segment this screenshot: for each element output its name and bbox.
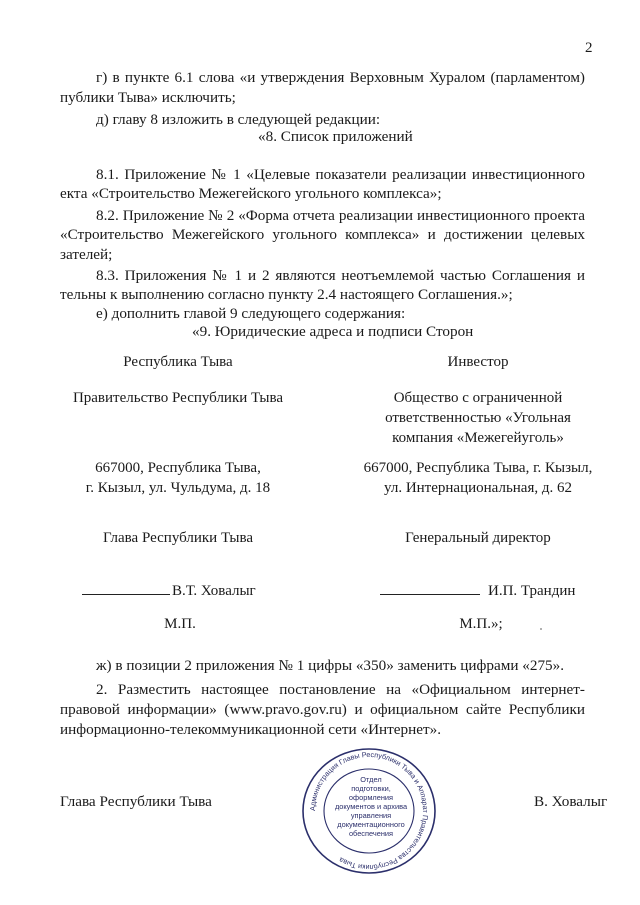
stamp-center-3: оформления xyxy=(348,793,394,802)
right-party-position: Генеральный директор xyxy=(405,530,551,546)
right-signature-underline xyxy=(380,580,480,595)
footer-signer-name: В. Ховалыг xyxy=(534,793,608,810)
stamp-center-1: Отдел xyxy=(360,775,382,784)
left-party-org: Правительство Республики Тыва xyxy=(72,390,284,406)
left-party-address-2: г. Кызыл, ул. Чульдума, д. 18 xyxy=(85,480,271,496)
clause-d-line: д) главу 8 изложить в следующей редакции: xyxy=(96,111,381,128)
item-8-1-line-2: екта «Строительство Межегейского угольного комплекса»; xyxy=(60,185,442,202)
item-2-line-3: информационно-телекоммуникационной сети «Интернет». xyxy=(60,721,442,738)
right-party-org-1: Общество с ограниченной xyxy=(393,390,563,406)
left-party-name: Республика Тыва xyxy=(123,354,233,370)
left-signature-underline xyxy=(82,580,170,595)
stamp-center-7: обеспечения xyxy=(348,829,394,838)
item-8-2-line-1: 8.2. Приложение № 2 «Форма отчета реализации инвестиционного проекта xyxy=(96,207,585,224)
stamp-ring-text: Администрация Главы Республики Тыва и Аппарат Правительства Республики Тыва xyxy=(307,749,431,873)
item-2-line-1: 2. Разместить настоящее постановление на «Официальном интернет- xyxy=(96,681,585,698)
clause-e-line: е) дополнить главой 9 следующего содержания: xyxy=(96,305,406,322)
official-stamp xyxy=(299,746,439,876)
item-2-line-2: правовой информации» (www.pravo.gov.ru) и официальном сайте Республики xyxy=(60,701,585,718)
item-8-2-line-2: «Строительство Межегейского угольного комплекса» и достижении целевых xyxy=(60,226,585,243)
clause-zh-line: ж) в позиции 2 приложения № 1 цифры «350» заменить цифрами «275». xyxy=(96,657,565,674)
left-party-address-1: 667000, Республика Тыва, xyxy=(95,460,261,476)
clause-g-line-1: г) в пункте 6.1 слова «и утверждения Верховным Хуралом (парламентом) xyxy=(96,69,585,86)
footer-signer-title: Глава Республики Тыва xyxy=(60,793,212,810)
left-signature-line xyxy=(82,580,302,601)
stamp-center-4: документов и архива xyxy=(334,802,408,811)
chapter-9-heading: «9. Юридические адреса и подписи Сторон xyxy=(192,323,474,340)
stamp-center-5: управления xyxy=(350,811,392,820)
right-party-name: Инвестор xyxy=(447,354,509,370)
left-party-position: Глава Республики Тыва xyxy=(102,530,253,546)
left-signer-name: В.Т. Ховалыг xyxy=(172,583,256,599)
item-8-3-line-2: тельны к выполнению согласно пункту 2.4 настоящего Соглашения.»; xyxy=(60,286,513,303)
page-number: 2 xyxy=(585,40,593,56)
right-seal-mark: М.П.»; xyxy=(459,616,503,632)
scan-speck xyxy=(540,628,542,630)
item-8-2-line-3: зателей; xyxy=(60,246,113,263)
right-party-address-2: ул. Интернациональная, д. 62 xyxy=(384,480,572,496)
clause-g-line-2: публики Тыва» исключить; xyxy=(60,89,236,106)
chapter-8-heading: «8. Список приложений xyxy=(258,128,413,145)
right-party-address-1: 667000, Республика Тыва, г. Кызыл, xyxy=(363,460,593,476)
item-8-3-line-1: 8.3. Приложения № 1 и 2 являются неотъемлемой частью Соглашения и xyxy=(96,267,585,284)
right-signature-line xyxy=(380,580,600,601)
stamp-center-2: подготовки, xyxy=(351,784,391,793)
left-seal-mark: М.П. xyxy=(164,616,196,632)
right-signer-name: И.П. Трандин xyxy=(488,583,576,599)
item-8-1-line-1: 8.1. Приложение № 1 «Целевые показатели реализации инвестиционного xyxy=(96,166,585,183)
right-party-org-3: компания «Межегейуголь» xyxy=(392,430,564,446)
right-party-org-2: ответственностью «Угольная xyxy=(385,410,571,426)
stamp-center-6: документационного xyxy=(337,820,405,829)
